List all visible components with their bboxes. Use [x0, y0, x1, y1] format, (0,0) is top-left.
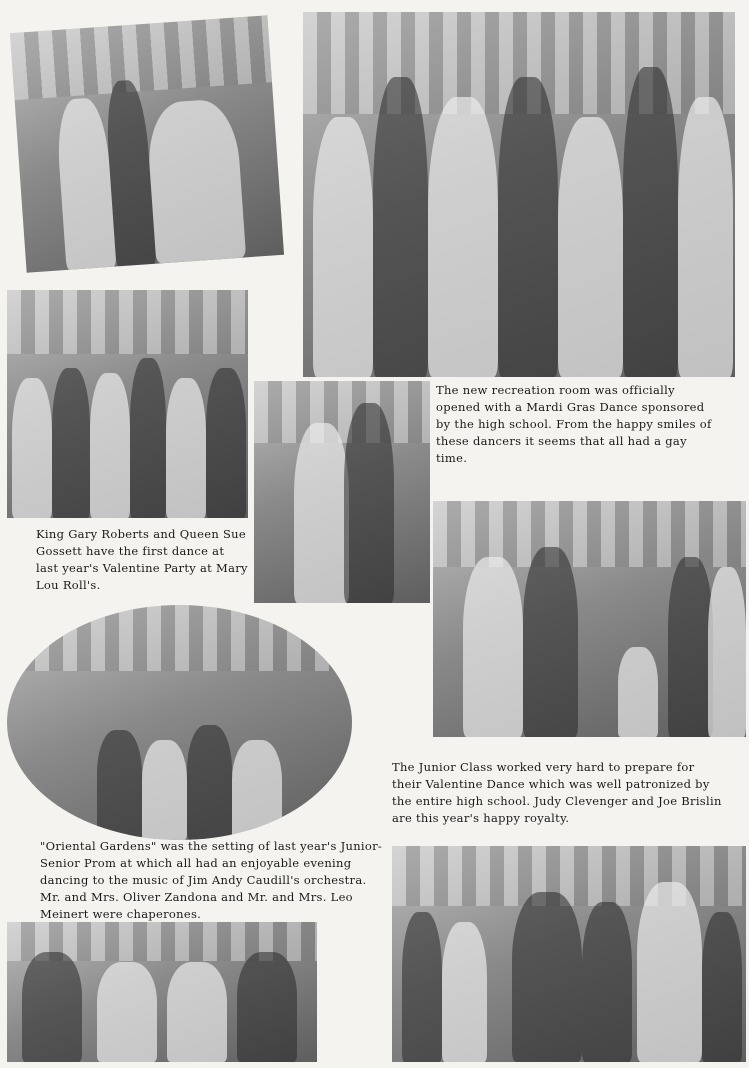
photo-mardi-gras-dancers [303, 12, 735, 377]
photo-oriental-gardens-prom [7, 605, 352, 840]
photo-king-queen-dance [254, 381, 430, 603]
caption-junior-class: The Junior Class worked very hard to prepare for their Valentine Dance which was well patronized by the entire high school. Judy Clevenger and Joe Brislin are this year's happy royalty. [392, 760, 722, 825]
photo-couple-dancing-tilted [10, 15, 284, 272]
caption-valentine-party: King Gary Roberts and Queen Sue Gossett have the first dance at last year's Valentine Party at Mary Lou Roll's. [36, 527, 248, 592]
photo-chaperones [7, 922, 317, 1062]
photo-valentine-party-group [7, 290, 248, 518]
caption-mardi-gras: The new recreation room was officially opened with a Mardi Gras Dance sponsored by the high school. From the happy smiles of these dancers it seems that all had a gay time. [436, 383, 712, 465]
caption-prom: "Oriental Gardens" was the setting of last year's Junior-Senior Prom at which all had an enjoyable evening dancing to the music of Jim Andy Caudill's orchestra. Mr. and Mrs. Oliver Zandona and Mr. and Mrs. Leo Meinert were chaperones. [40, 839, 383, 921]
photo-dance-floor [392, 846, 746, 1062]
photo-junior-valentine-royalty [433, 501, 746, 737]
